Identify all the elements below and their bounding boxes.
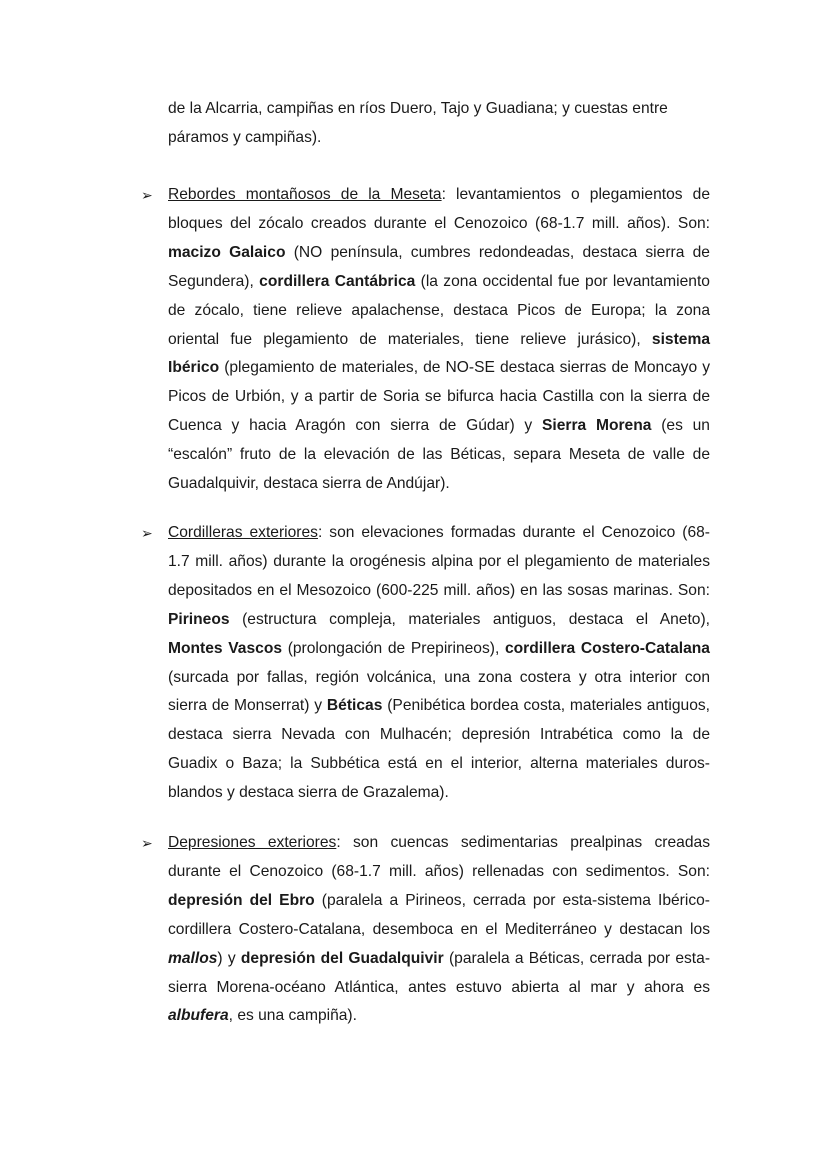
section-heading: Cordilleras exteriores [168,524,318,541]
term-bold: Sierra Morena [541,417,652,435]
section-text: (prolongación de Prepirineos), [282,639,505,657]
term-bold: macizo Galaico [168,243,286,261]
term-bold: Montes Vascos [168,639,283,657]
intro-text: de la Alcarria, campiñas en ríos Duero, Tajo y Guadiana; y cuestas entre páramos y campiñas). [168,100,668,146]
term-bold: depresión del Ebro [168,891,315,909]
section-text: : levantamientos o plegamientos de bloques del zócalo creados durante el Cenozoico (68-1.7 mill. años). Son: [168,186,710,232]
section-text: ) y [217,949,241,967]
term-bold: Pirineos [168,610,230,628]
term-bold: cordillera Costero-Catalana [504,639,710,657]
section-text: : son cuencas sedimentarias prealpinas creadas durante el Cenozoico (68-1.7 mill. años) rellenadas con sedimentos. Son: [168,834,710,880]
term-bold: depresión del Guadalquivir [240,949,444,967]
section-rebordes-montanosos [168,181,710,499]
arrow-bullet-icon: ➢ [141,187,153,203]
section-text: (la zona occidental fue por levantamiento de zócalo, tiene relieve apalachense, destaca Picos de Europa; la zona oriental fue plegamiento de materiales, tiene relieve jurásico), [168,272,710,348]
arrow-bullet-icon: ➢ [141,835,153,851]
section-depresiones-exteriores [168,829,710,1031]
term-bold: Béticas [326,697,383,715]
section-heading: Depresiones exteriores [168,834,337,851]
section-text: (paralela a Pirineos, cerrada por esta-sistema Ibérico-cordillera Costero-Catalana, desemboca en el Mediterráneo y destacan los [168,891,710,938]
term-bold: cordillera Cantábrica [259,272,416,290]
term-bold-italic: albufera [168,1007,229,1025]
section-heading: Rebordes montañosos de la Meseta [168,186,442,203]
term-bold-italic: mallos [168,949,218,967]
section-text: (es un “escalón” fruto de la elevación de las Béticas, separa Meseta de valle de Guadalquivir, destaca sierra de Andújar). [168,417,710,493]
section-text: : son elevaciones formadas durante el Cenozoico (68-1.7 mill. años) durante la orogénesis alpina por el plegamiento de materiales depositados en el Mesozoico (600-225 mill. años) en las sosas marinas. Son: [168,524,710,599]
term-bold: sistema Ibérico [168,330,710,377]
intro-paragraph [168,95,710,153]
section-text: , es una campiña). [228,1007,357,1025]
section-text: (paralela a Béticas, cerrada por esta-sierra Morena-océano Atlántica, antes estuvo abierta al mar y ahora es [168,949,711,996]
section-text: (estructura compleja, materiales antiguos, destaca el Aneto), [229,610,710,628]
arrow-bullet-icon: ➢ [141,525,153,541]
section-text: (NO península, cumbres redondeadas, destaca sierra de Segundera), [168,243,710,290]
section-text: (Penibética bordea costa, materiales antiguos, destaca sierra Nevada con Mulhacén; depresión Intrabética como la de Guadix o Baza; la Subbética está en el interior, alterna materiales duros-blandos y destaca sierra de Grazalema). [168,697,710,802]
section-cordilleras-exteriores [168,519,710,808]
section-text: (plegamiento de materiales, de NO-SE destaca sierras de Moncayo y Picos de Urbión, y a partir de Soria se bifurca hacia Castilla con la sierra de Cuenca y hacia Aragón con sierra de Gúdar) y [168,359,710,435]
section-text: (surcada por fallas, región volcánica, una zona costera y otra interior con sierra de Monserrat) y [168,668,710,715]
